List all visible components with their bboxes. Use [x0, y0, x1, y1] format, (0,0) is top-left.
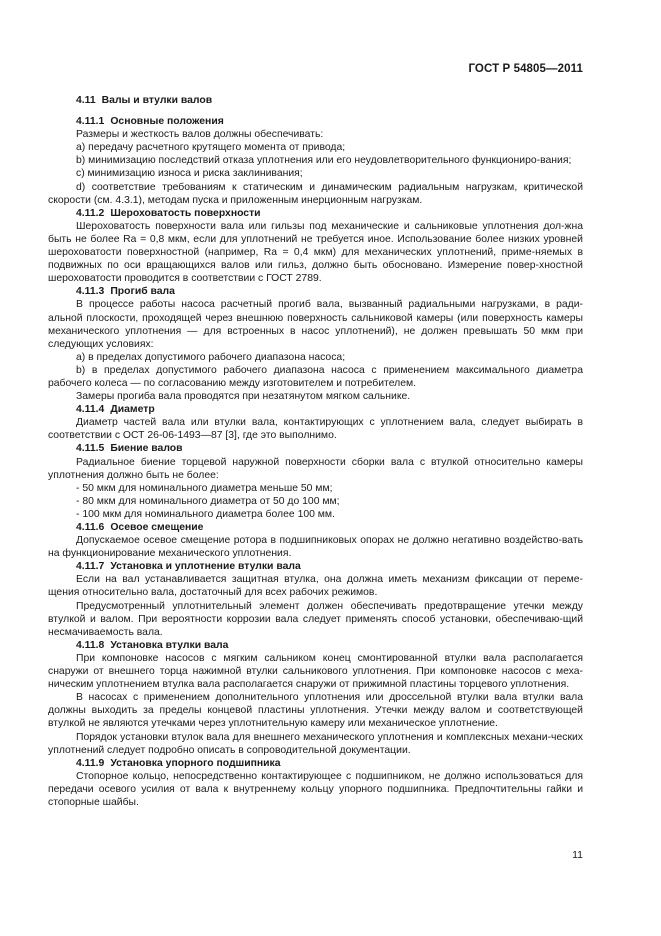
page-content — [48, 94, 583, 809]
section-number: 4.11.9 — [76, 757, 105, 769]
section-number: 4.11.6 — [76, 522, 105, 533]
section-number: 4.11.7 — [76, 561, 105, 573]
section-heading-4-11-6 — [48, 521, 583, 534]
section-title: Установка втулки вала — [110, 639, 229, 651]
list-item: b) минимизацию последствий отказа уплотнения или его неудовлетворительного функциониро-вания; — [76, 155, 572, 167]
section-title: Установка упорного подшипника — [110, 757, 281, 769]
section-heading-4-11-5 — [48, 442, 583, 455]
section-title: Диаметр — [110, 404, 155, 416]
section-heading-4-11-7 — [48, 560, 583, 573]
section-heading-4-11-1 — [48, 115, 583, 128]
dash-item: - 80 мкм для номинального диаметра от 50 до 100 мм; — [76, 495, 340, 507]
paragraph: Диаметр частей вала или втулки вала, контактирующих с уплотнением вала, следует выбирать в соответствии с ОСТ 26-06-1493—87 [3], где это выполнимо. — [48, 417, 583, 442]
section-number: 4.11.3 — [76, 286, 105, 298]
paragraph: Размеры и жесткость валов должны обеспечивать: — [76, 129, 324, 141]
section-number: 4.11.2 — [76, 207, 105, 219]
section-title: Основные положения — [110, 116, 224, 128]
section-heading-4-11-4 — [48, 403, 583, 416]
paragraph: В насосах с применением дополнительного уплотнения или дроссельной втулки вала втулки вала должны выходить за пределы концевой пластины уплотнения. Утечки между валом и соответствующей втулкой не являются утечками через уплотнительную камеру или механическое уплотнение. — [48, 692, 583, 730]
paragraph: Стопорное кольцо, непосредственно контактирующее с подшипником, не должно использоваться для передачи осевого усилия от вала к внутреннему кольцу упорного подшипника. Предпочтительны гайки и стопорные шайбы. — [48, 770, 583, 808]
list-item: а) в пределах допустимого рабочего диапазона насоса; — [76, 351, 346, 363]
section-number: 4.11 — [76, 95, 96, 106]
section-number: 4.11.5 — [76, 443, 105, 455]
section-number: 4.11.4 — [76, 404, 105, 416]
list-item: а) передачу расчетного крутящего момента от привода; — [76, 142, 346, 154]
section-title: Валы и втулки валов — [101, 95, 213, 106]
section-title: Шероховатость поверхности — [110, 207, 261, 219]
section-number: 4.11.1 — [76, 116, 105, 128]
paragraph: Радиальное биение торцевой наружной поверхности сборки вала с втулкой относительно камеры уплотнения должно быть не более: — [48, 456, 583, 481]
list-item: b) в пределах допустимого рабочего диапазона насоса с применением максимального диаметра рабочего колеса — по согласованию между изготовителем и потребителем. — [48, 364, 583, 389]
page-number: 11 — [572, 849, 583, 861]
section-title: Биение валов — [110, 443, 183, 455]
standard-header: ГОСТ Р 54805—2011 — [468, 63, 583, 75]
paragraph: Допускаемое осевое смещение ротора в подшипниковых опорах не должно негативно воздейство-вать на функционирование механического уплотнения. — [48, 535, 583, 560]
section-title: Осевое смещение — [110, 522, 204, 533]
dash-item: - 50 мкм для номинального диаметра меньше 50 мм; — [76, 482, 333, 494]
section-number: 4.11.8 — [76, 639, 105, 651]
section-title: Установка и уплотнение втулки вала — [110, 561, 301, 573]
section-heading-4-11 — [48, 94, 583, 107]
paragraph: Предусмотренный уплотнительный элемент должен обеспечивать предотвращение утечки между втулкой и валом. При вероятности коррозии вала следует применять способ установки, обеспечиваю-щий несмачиваемость вала. — [48, 600, 583, 638]
section-heading-4-11-2 — [48, 207, 583, 220]
paragraph: В процессе работы насоса расчетный прогиб вала, вызванный радиальными нагрузками, в ради-альной плоскости, проходящей через внешнюю поверхность сальниковой камеры (или поверхность камеры механического уплотнения — для встроенных в насос уплотнений), не должен превышать 50 мкм при следующих условиях: — [48, 299, 583, 350]
section-heading-4-11-8 — [48, 639, 583, 652]
paragraph: Замеры прогиба вала проводятся при незатянутом мягком сальнике. — [76, 391, 411, 403]
section-heading-4-11-3 — [48, 285, 583, 298]
paragraph: Если на вал устанавливается защитная втулка, она должна иметь механизм фиксации от переме-щения относительно вала, достаточный для всех рабочих режимов. — [48, 574, 583, 599]
paragraph: При компоновке насосов с мягким сальником конец смонтированной втулки вала располагается снаружи от внешнего торца нажимной втулки сальникового уплотнения. При компоновке насосов с меха-ническим уплотнением втулка вала располагается снаружи от прижимной пластины торцевого уплотнения. — [48, 652, 583, 691]
section-heading-4-11-9 — [48, 757, 583, 770]
paragraph: Шероховатость поверхности вала или гильзы под механические и сальниковые уплотнения дол-жна быть не более Ra = 0,8 мкм, если для уплотнений не требуется иное. Использование более низких уровней шероховатости поверхностной (например, Ra = 0,4 мкм) для механических уплотнений, приме-няемых в подвижных по оси вращающихся валов или гильз, должно быть обосновано. Измерение повер-хностной шероховатости проводится в соответствии с ГОСТ 2789. — [48, 220, 583, 285]
dash-item: - 100 мкм для номинального диаметра более 100 мм. — [76, 508, 335, 520]
list-item: d) соответствие требованиям к статическим и динамическим радиальным нагрузкам, критической скорости (см. 4.3.1), методам пуска и приложенным инерционным нагрузкам. — [48, 181, 583, 206]
section-title: Прогиб вала — [110, 286, 175, 298]
list-item: c) минимизацию износа и риска заклинивания; — [76, 168, 303, 180]
paragraph: Порядок установки втулок вала для внешнего механического уплотнения и комплексных механи-ческих уплотнений следует подробно описать в сопроводительной документации. — [48, 731, 583, 756]
